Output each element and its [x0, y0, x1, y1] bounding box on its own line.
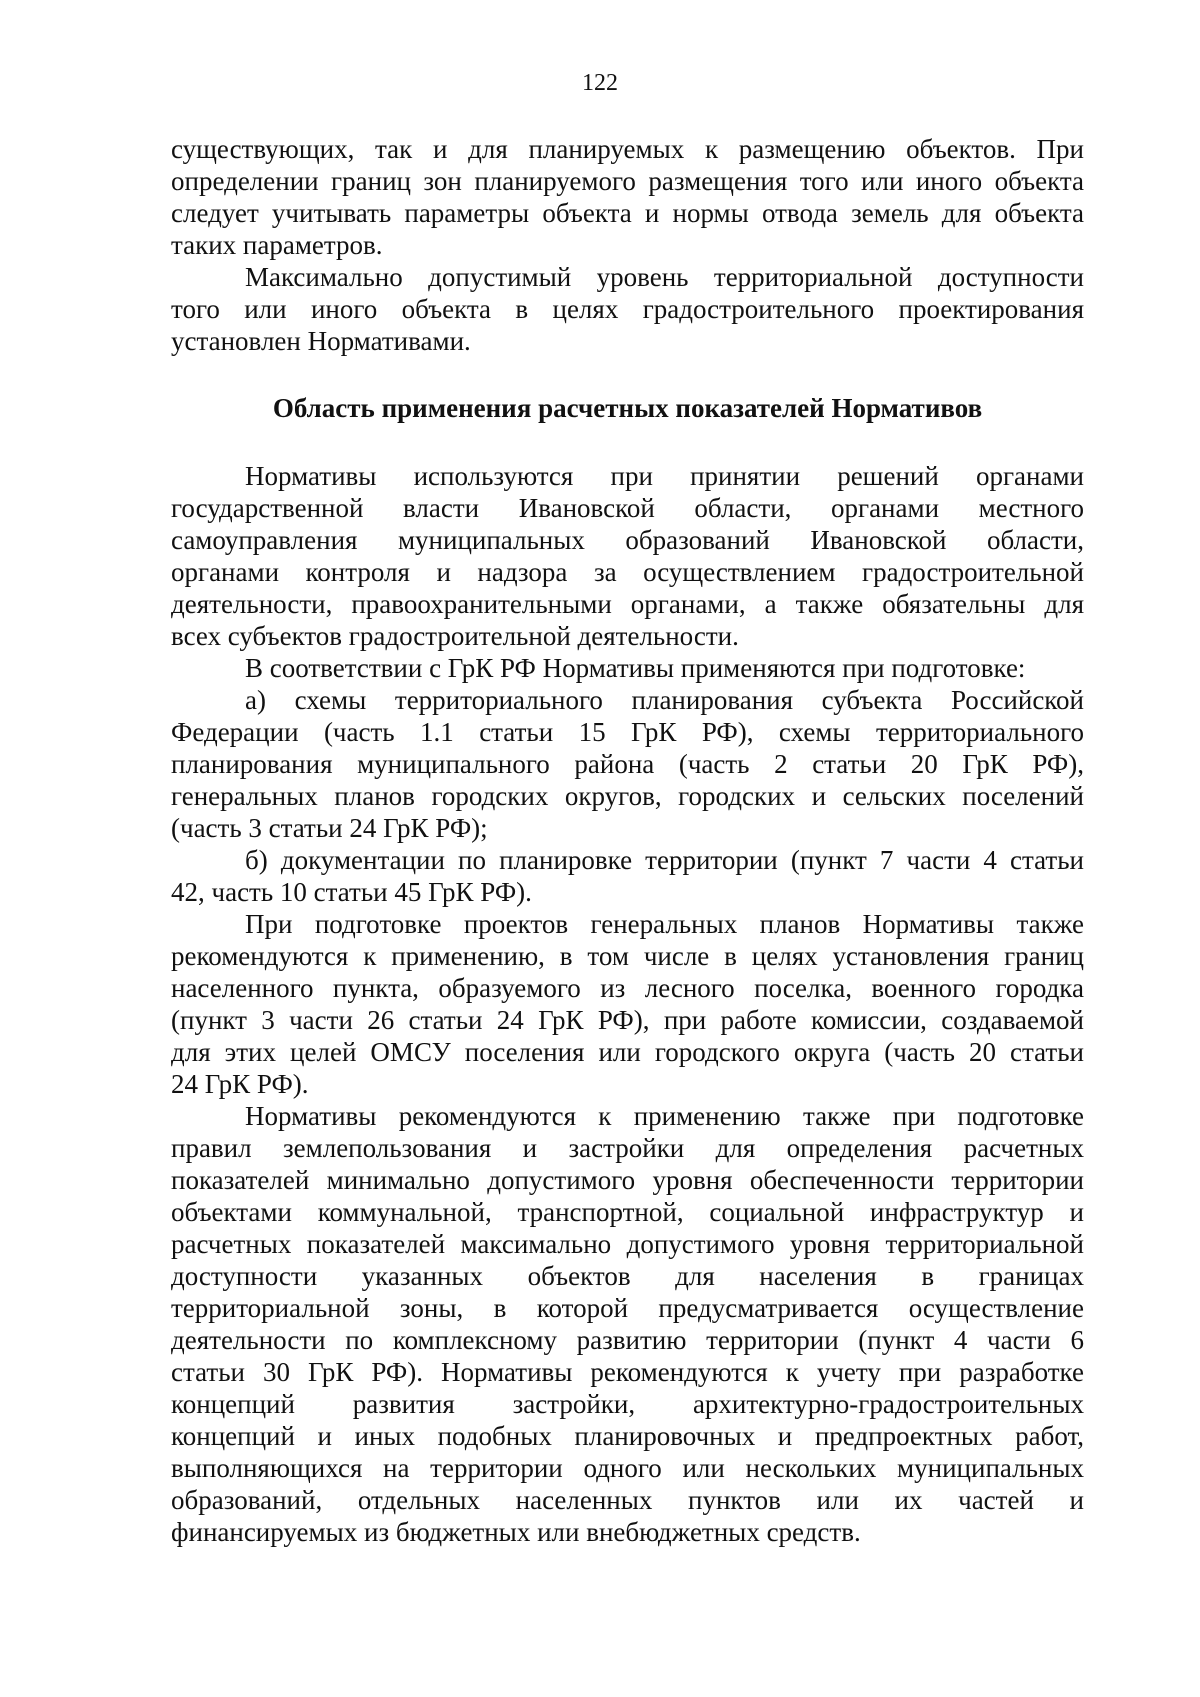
text-line: объектами коммунальной, транспортной, социальной инфраструктур и: [171, 1197, 1084, 1227]
text-line: самоуправления муниципальных образований Ивановской области,: [171, 525, 1084, 555]
text-line: б) документации по планировке территории (пункт 7 части 4 статьи: [245, 845, 1084, 875]
text-line: генеральных планов городских округов, городских и сельских поселений: [171, 781, 1084, 811]
section-heading: Область применения расчетных показателей Нормативов: [272, 393, 983, 423]
text-line: правил землепользования и застройки для определения расчетных: [171, 1133, 1084, 1163]
text-line: Федерации (часть 1.1 статьи 15 ГрК РФ), схемы территориального: [171, 717, 1084, 747]
text-line: расчетных показателей максимально допустимого уровня территориальной: [171, 1229, 1084, 1259]
text-line: При подготовке проектов генеральных планов Нормативы также: [245, 909, 1084, 939]
text-line: планирования муниципального района (часть 2 статьи 20 ГрК РФ),: [171, 749, 1084, 779]
text-line: следует учитывать параметры объекта и нормы отвода земель для объекта: [171, 198, 1084, 228]
text-line: концепций и иных подобных планировочных и предпроектных работ,: [171, 1421, 1084, 1451]
text-line: определении границ зон планируемого размещения того или иного объекта: [171, 166, 1084, 196]
page-number: 122: [582, 70, 618, 96]
text-line: выполняющихся на территории одного или нескольких муниципальных: [171, 1453, 1084, 1483]
text-line: территориальной зоны, в которой предусматривается осуществление: [171, 1293, 1084, 1323]
text-line: установлен Нормативами.: [171, 326, 471, 356]
text-line: Нормативы рекомендуются к применению также при подготовке: [245, 1101, 1084, 1131]
text-line: населенного пункта, образуемого из лесного поселка, военного городка: [171, 973, 1084, 1003]
text-line: деятельности, правоохранительными органами, а также обязательны для: [171, 589, 1084, 619]
text-line: (пункт 3 части 26 статьи 24 ГрК РФ), при работе комиссии, создаваемой: [171, 1005, 1084, 1035]
text-line: доступности указанных объектов для населения в границах: [171, 1261, 1084, 1291]
text-line: 24 ГрК РФ).: [171, 1069, 309, 1099]
text-line: концепций развития застройки, архитектурно-градостроительных: [171, 1389, 1084, 1419]
text-line: всех субъектов градостроительной деятельности.: [171, 621, 739, 651]
text-line: 42, часть 10 статьи 45 ГрК РФ).: [171, 877, 532, 907]
text-line: образований, отдельных населенных пунктов или их частей и: [171, 1485, 1084, 1515]
text-line: для этих целей ОМСУ поселения или городского округа (часть 20 статьи: [171, 1037, 1084, 1067]
text-line: финансируемых из бюджетных или внебюджетных средств.: [171, 1517, 861, 1547]
text-line: государственной власти Ивановской области, органами местного: [171, 493, 1084, 523]
text-line: таких параметров.: [171, 230, 383, 260]
text-line: Максимально допустимый уровень территориальной доступности: [245, 262, 1084, 292]
text-line: существующих, так и для планируемых к размещению объектов. При: [171, 134, 1084, 164]
text-line: (часть 3 статьи 24 ГрК РФ);: [171, 813, 488, 843]
text-line: а) схемы территориального планирования субъекта Российской: [245, 685, 1084, 715]
text-line: деятельности по комплексному развитию территории (пункт 4 части 6: [171, 1325, 1084, 1355]
text-line: Нормативы используются при принятии решений органами: [245, 461, 1084, 491]
text-line: органами контроля и надзора за осуществлением градостроительной: [171, 557, 1084, 587]
text-line: статьи 30 ГрК РФ). Нормативы рекомендуются к учету при разработке: [171, 1357, 1084, 1387]
text-line: рекомендуются к применению, в том числе в целях установления границ: [171, 941, 1084, 971]
text-line: показателей минимально допустимого уровня обеспеченности территории: [171, 1165, 1084, 1195]
text-line: того или иного объекта в целях градостроительного проектирования: [171, 294, 1084, 324]
text-line: В соответствии с ГрК РФ Нормативы применяются при подготовке:: [245, 653, 1026, 683]
